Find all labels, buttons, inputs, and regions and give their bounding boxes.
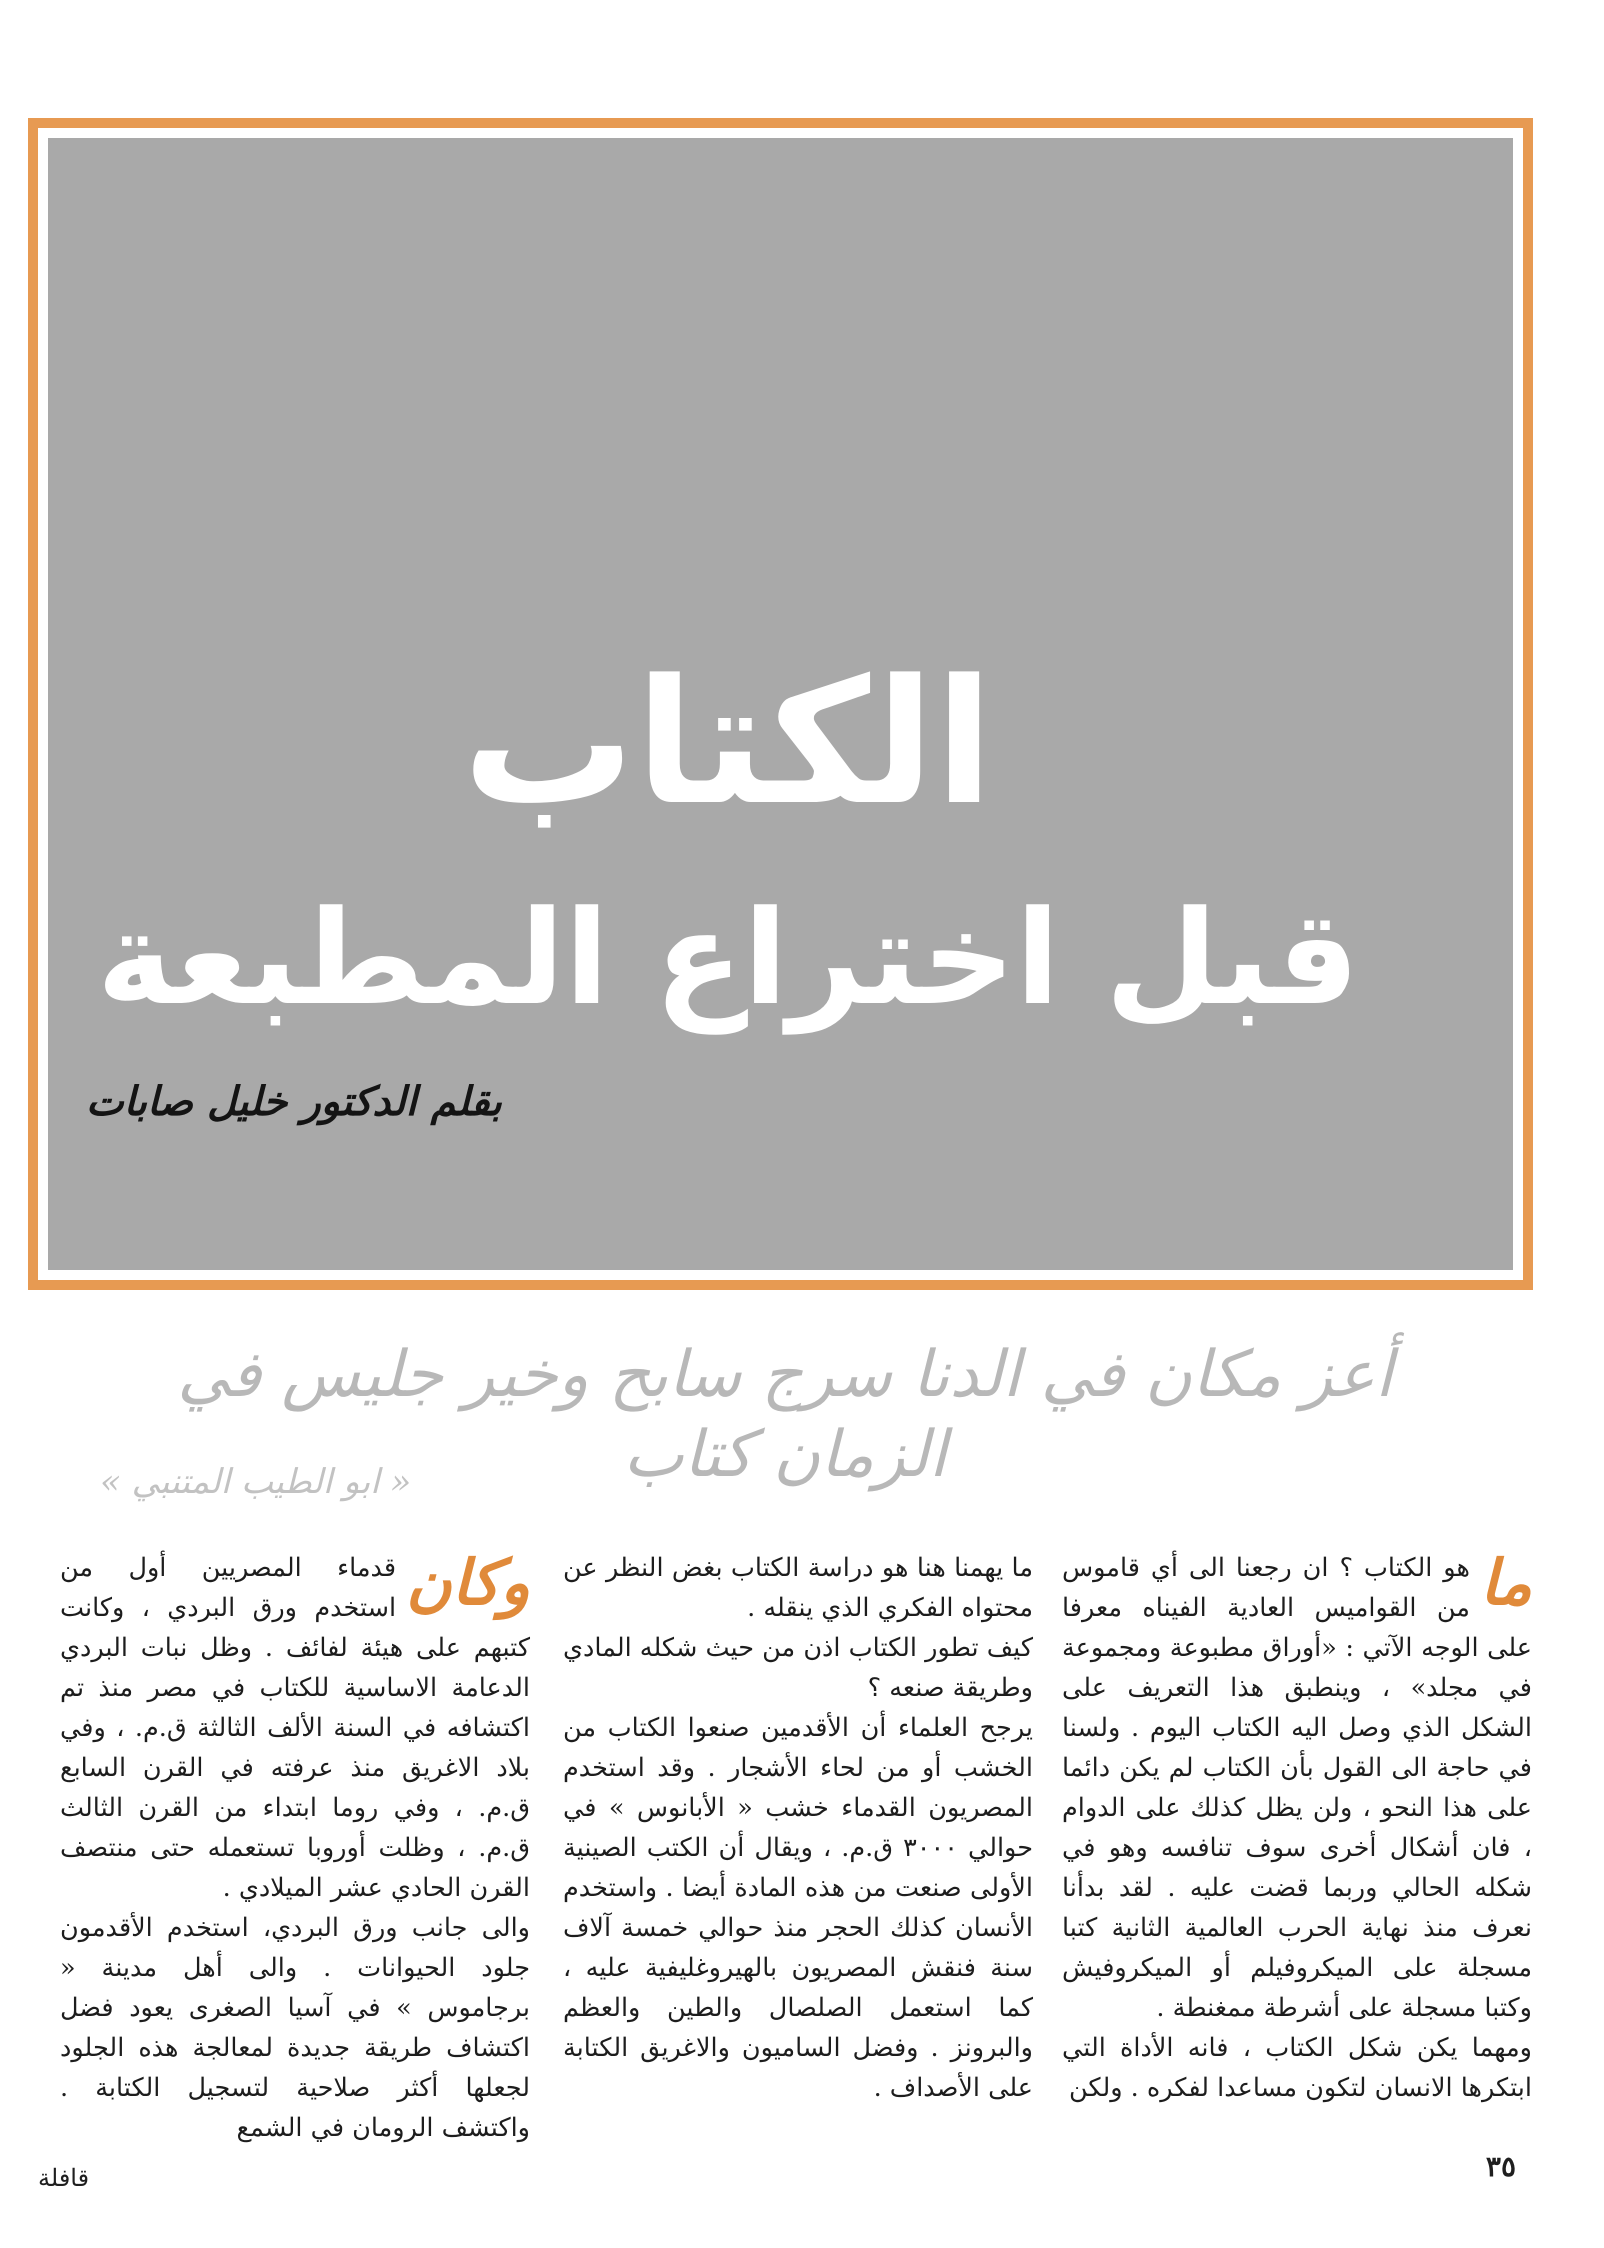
text-column-middle xyxy=(563,1548,1033,2108)
paragraph-text: هو الكتاب ؟ ان رجعنا الى أي قاموس من القواميس العادية الفيناه معرفا على الوجه الآتي : «أوراق مطبوعة ومجموعة في مجلد» ، وينطبق هذا التعريف على الشكل الذي وصل اليه الكتاب اليوم . ولسنا في حاجة الى القول بأن الكتاب لم يكن دائما على هذا النحو ، ولن يظل كذلك على الدوام ، فان أشكال أخرى سوف تنافسه وهو في شكله الحالي وربما قضت عليه . لقد بدأنا نعرف منذ نهاية الحرب العالمية الثانية كتبا مسجلة على الميكروفيلم أو الميكروفيش وكتبا مسجلة على أشرطة ممغنطة . xyxy=(1062,1553,1532,2023)
paragraph-text: قدماء المصريين أول من استخدم ورق البردي ، وكانت كتبهم على هيئة لفائف . وظل نبات البردي الدعامة الاساسية للكتاب في مصر منذ تم اكتشافه في السنة الألف الثالثة ق.م. ، وفي بلاد الاغريق منذ عرفته في القرن السابع ق.م. ، وفي روما ابتداء من القرن الثالث ق.م. ، وظلت أوروبا تستعمله حتى منتصف القرن الحادي عشر الميلادي . xyxy=(60,1553,530,1903)
paragraph: والى جانب ورق البردي، استخدم الأقدمون جلود الحيوانات . والى أهل مدينة « برجاموس » في آسيا الصغرى يعود فضل اكتشاف طريقة جديدة لمعالجة هذه الجلود لجعلها أكثر صلاحية لتسجيل الكتابة . واكتشف الرومان في الشمع xyxy=(60,1913,530,2143)
text-column-left xyxy=(60,1548,530,2148)
page-number: ٣٥ xyxy=(1485,2150,1516,2183)
paragraph: كيف تطور الكتاب اذن من حيث شكله المادي وطريقة صنعه ؟ xyxy=(563,1633,1033,1703)
text-column-right xyxy=(1062,1548,1532,2108)
magazine-name: قافلة xyxy=(38,2164,90,2192)
title-panel xyxy=(48,138,1513,1270)
drop-cap: وكان xyxy=(406,1546,530,1619)
paragraph: ما يهمنا هنا هو دراسة الكتاب بغض النظر عن محتواه الفكري الذي ينقله . xyxy=(563,1553,1033,1623)
paragraph: يرجح العلماء أن الأقدمين صنعوا الكتاب من الخشب أو من لحاء الأشجار . وقد استخدم المصريون القدماء خشب « الأبانوس » في حوالي ٣٠٠٠ ق.م. ، ويقال أن الكتب الصينية الأولى صنعت من هذه المادة أيضا . واستخدم الأنسان كذلك الحجر منذ حوالي خمسة آلاف سنة فنقش المصريون بالهيروغليفية عليه ، كما استعمل الصلصال والطين والعظم والبرونز . وفضل الساميون والاغريق الكتابة على الأصداف . xyxy=(563,1713,1033,2103)
paragraph xyxy=(60,1548,530,1908)
article-title: الكتاب xyxy=(462,642,994,843)
epigraph-verse: أعز مكان في الدنا سرج سابح وخير جليس في الزمان كتاب xyxy=(177,1338,1393,1492)
article-subtitle: قبل اختراع المطبعة xyxy=(96,882,1360,1034)
paragraph: ومهما يكن شكل الكتاب ، فانه الأداة التي ابتكرها الانسان لتكون مساعدا لفكره . ولكن xyxy=(1062,2033,1532,2103)
author-byline: بقلم الدكتور خليل صابات xyxy=(86,1078,502,1125)
drop-cap: ما xyxy=(1479,1546,1532,1619)
paragraph xyxy=(1062,1548,1532,2028)
title-frame xyxy=(28,118,1533,1290)
epigraph-author: « ابو الطيب المتنبي » xyxy=(100,1462,412,1502)
